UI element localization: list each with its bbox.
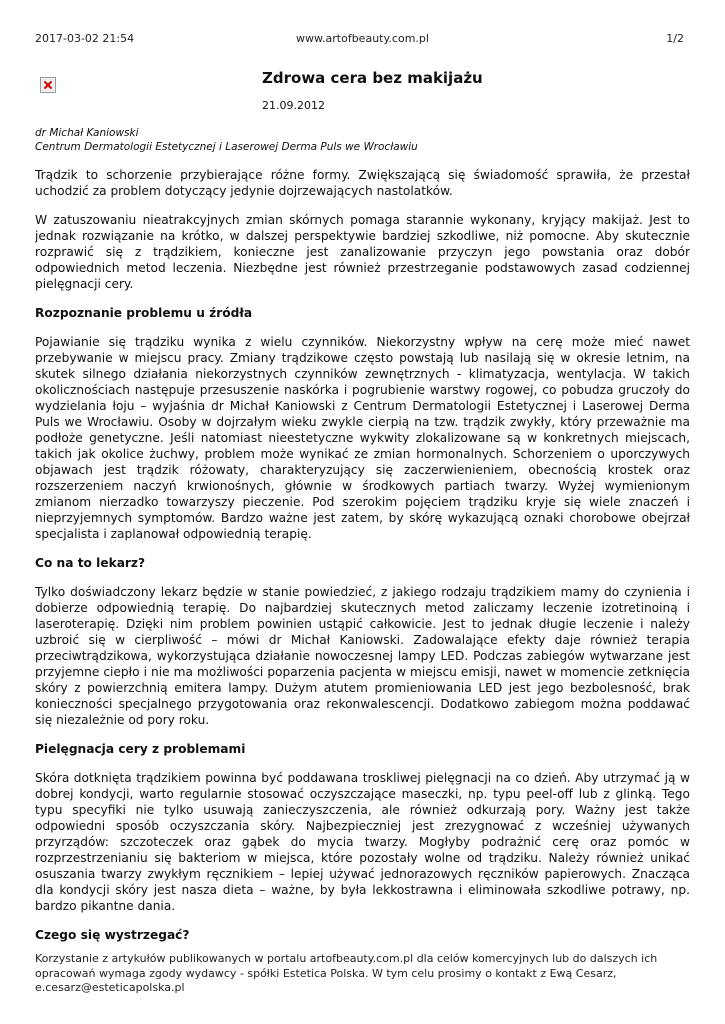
page-number: 1/2 (666, 32, 684, 45)
section-heading: Czego się wystrzegać? (35, 928, 190, 942)
section-paragraph: Tylko doświadczony lekarz będzie w stanie powiedzieć, z jakiego rodzaju trądzikiem mamy do czynienia i dobierze odpowiednią terapię. Do najbardziej skutecznych metod zaliczamy leczenie izotretinoiną i laseroterapię. Dzięki nim problem powinien ustąpić całkowicie. Jest to jednak długie leczenie i należy uzbroić się w cierpliwość – mówi dr Michał Kaniowski. Zadowalające efekty daje również terapia przeciwtrądzikowa, wykorzystująca działanie nowoczesnej lampy LED. Podczas zabiegów wytwarzane jest przyjemne ciepło i nie ma możliwości poparzenia pacjenta w miejscu emisji, nawet w momencie zetknięcia skóry z powierzchnią emitera lampy. Dużym atutem promieniowania LED jest jego bezbolesność, brak konieczności specjalnego przygotowania oraz rekonwalescencji. Dodatkowo zabiegom można poddawać się niezależnie od pory roku. (35, 585, 690, 727)
broken-image-icon (40, 77, 56, 93)
article-body (35, 167, 690, 954)
author-block (35, 127, 418, 154)
article-date: 21.09.2012 (262, 99, 325, 112)
section-heading: Rozpoznanie problemu u źródła (35, 306, 253, 320)
article-title: Zdrowa cera bez makijażu (262, 69, 483, 87)
intro-paragraph: Trądzik to schorzenie przybierające różne formy. Zwiększającą się świadomość sprawiła, że przestał uchodzić za problem dotyczący jedynie dojrzewających nastolatków. (35, 168, 690, 198)
source-url[interactable]: www.artofbeauty.com.pl (296, 32, 429, 45)
section-heading: Co na to lekarz? (35, 556, 146, 570)
copyright-notice: Korzystanie z artykułów publikowanych w portalu artofbeauty.com.pl dla celów komercyjnych lub do dalszych ich opracowań wymaga zgody wydawcy - spółki Estetica Polska. W tym celu prosimy o kontakt z Ewą Cesarz, e.cesarz@esteticapolska.pl (35, 952, 658, 994)
author-name: dr Michał Kaniowski (35, 127, 139, 139)
section-paragraph: Pojawianie się trądziku wynika z wielu czynników. Niekorzystny wpływ na cerę może mieć nawet przebywanie w miejscu pracy. Zmiany trądzikowe często powstają lub nasilają się w okresie letnim, na skutek silnego działania niekorzystnych czynników zewnętrznych - klimatyzacja, wentylacja. W takich okolicznościach następuje przesuszenie naskórka i pogrubienie warstwy rogowej, co pobudza gruczoły do wydzielania łoju – wyjaśnia dr Michał Kaniowski z Centrum Dermatologii Estetycznej i Laserowej Derma Puls we Wrocławiu. Osoby w dojrzałym wieku zwykle cierpią na tzw. trądzik zwykły, który przeważnie ma podłoże genetyczne. Jeśli natomiast nieestetyczne wykwity zlokalizowane są w konkretnych miejscach, takich jak okolice żuchwy, problem może wynikać ze zmian hormonalnych. Schorzeniem o uporczywych objawach jest trądzik różowaty, charakteryzujący się zaczerwienieniem, obecnością krostek oraz rozszerzeniem naczyń krwionośnych, głównie w środkowych partiach twarzy. Wyżej wymienionym zmianom nierzadko towarzyszy pieczenie. Pod szerokim pojęciem trądziku kryje się wiele znaczeń i nieprzyjemnych symptomów. Bardzo ważne jest zatem, by skórę wykazującą oznaki chorobowe obejrzał specjalista i zaplanował odpowiednią terapię. (35, 335, 690, 541)
section-paragraph: Skóra dotknięta trądzikiem powinna być poddawana troskliwej pielęgnacji na co dzień. Aby utrzymać ją w dobrej kondycji, warto regularnie stosować oczyszczające maseczki, np. typu peel-off lub z glinką. Tego typu specyfiki nie tylko usuwają zanieczyszczenia, ale również odkurzają pory. Ważny jest także odpowiedni sposób oczyszczania skóry. Najbezpieczniej jest zrezygnować z wcześniej używanych przyrządów: szczoteczek oraz gąbek do mycia twarzy. Mogłyby podrażnić cerę oraz pomóc w rozprzestrzenianiu się bakteriom w miejsca, które pozostały wolne od trądziku. Należy również unikać osuszania twarzy zwykłym ręcznikiem – lepiej używać jednorazowych ręczników papierowych. Znacząca dla kondycji skóry jest nasza dieta – ważne, by była lekkostrawna i eliminowała szkodliwe potrawy, np. bardzo pikantne dania. (35, 771, 690, 913)
author-affiliation: Centrum Dermatologii Estetycznej i Laserowej Derma Puls we Wrocławiu (35, 140, 418, 153)
print-datetime: 2017-03-02 21:54 (35, 32, 135, 45)
intro-paragraph: W zatuszowaniu nieatrakcyjnych zmian skórnych pomaga starannie wykonany, kryjący makijaż. Jest to jednak rozwiązanie na krótko, w dalszej perspektywie bardziej szkodliwe, niż pomocne. Aby skutecznie rozprawić się z trądzikiem, konieczne jest zanalizowanie przyczyn jego powstania oraz dobór odpowiednich metod leczenia. Niezbędne jest również przestrzeganie podstawowych zasad codziennej pielęgnacji cery. (35, 213, 690, 291)
section-heading: Pielęgnacja cery z problemami (35, 742, 246, 756)
